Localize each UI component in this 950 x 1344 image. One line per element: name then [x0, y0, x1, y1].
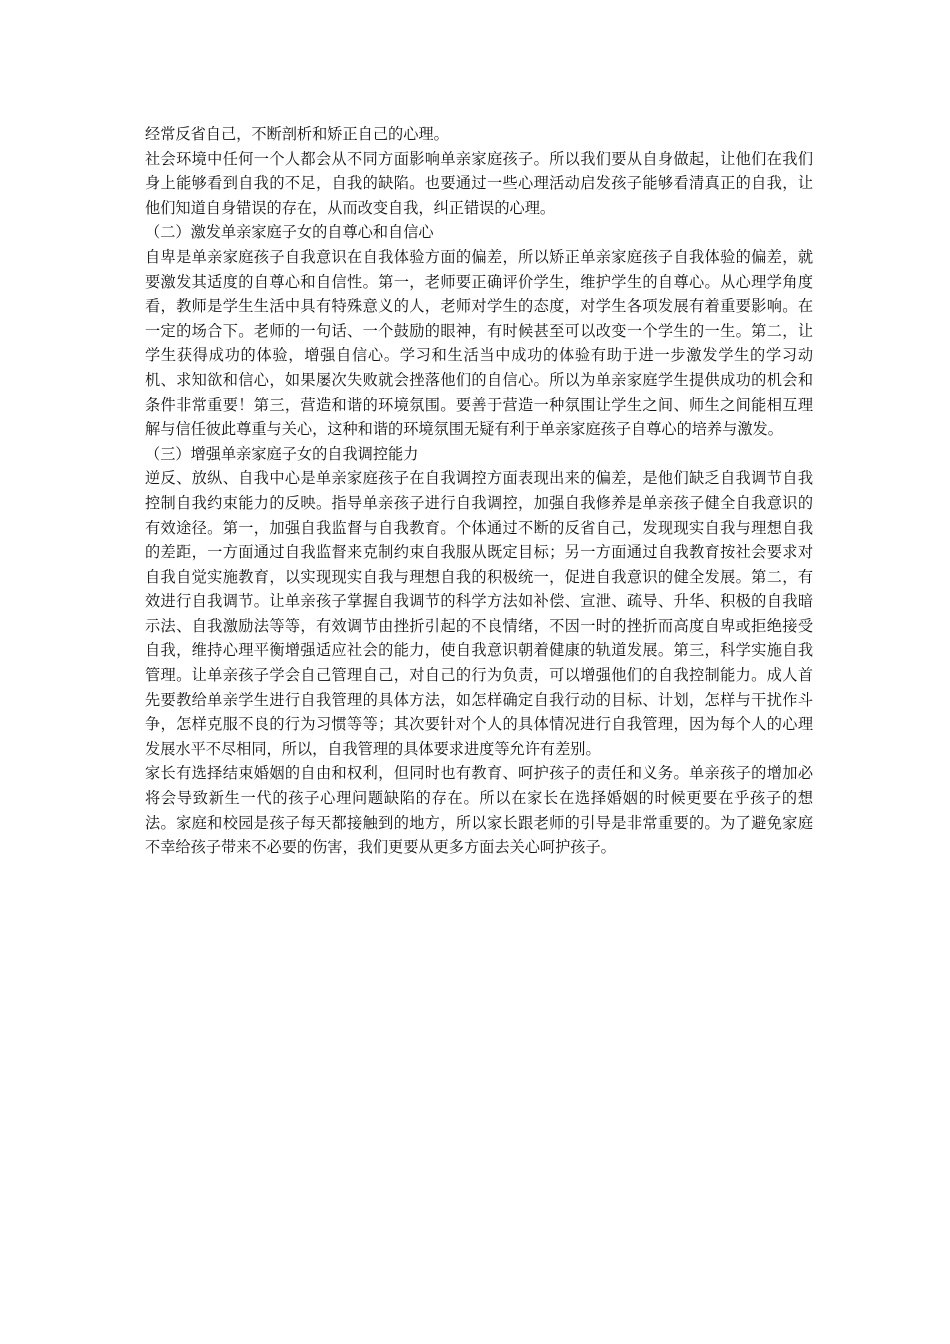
paragraph-2: 社会环境中任何一个人都会从不同方面影响单亲家庭孩子。所以我们要从自身做起，让他们在我们身上能够看到自我的不足，自我的缺陷。也要通过一些心理活动启发孩子能够看清真正的自我，让他们知道自身错误的存在，从而改变自我，纠正错误的心理。: [145, 149, 813, 217]
paragraph-4: 逆反、放纵、自我中心是单亲家庭孩子在自我调控方面表现出来的偏差，是他们缺乏自我调节自我控制自我约束能力的反映。指导单亲孩子进行自我调控，加强自我修养是单亲孩子健全自我意识的有效途径。第一，加强自我监督与自我教育。个体通过不断的反省自己，发现现实自我与理想自我的差距，一方面通过自我监督来克制约束自我服从既定目标；另一方面通过自我教育按社会要求对自我自觉实施教育，以实现现实自我与理想自我的积极统一，促进自我意识的健全发展。第二，有效进行自我调节。让单亲孩子掌握自我调节的科学方法如补偿、宣泄、疏导、升华、积极的自我暗示法、自我激励法等等，有效调节由挫折引起的不良情绪，不因一时的挫折而高度自卑或拒绝接受自我，维持心理平衡增强适应社会的能力，使自我意识朝着健康的轨道发展。第三，科学实施自我管理。让单亲孩子学会自己管理自己，对自己的行为负责，可以增强他们的自我控制能力。成人首先要教给单亲学生进行自我管理的具体方法，如怎样确定自我行动的目标、计划，怎样与干扰作斗争，怎样克服不良的行为习惯等等；其次要针对个人的具体情况进行自我管理，因为每个人的心理发展水平不尽相同，所以，自我管理的具体要求进度等允许有差别。: [145, 469, 813, 758]
section-heading-3: （三）增强单亲家庭子女的自我调控能力: [145, 444, 419, 463]
paragraph-1: 经常反省自己，不断剖析和矫正自己的心理。: [145, 125, 449, 143]
document-body: [145, 122, 813, 860]
section-heading-2: （二）激发单亲家庭子女的自尊心和自信心: [145, 223, 434, 242]
paragraph-3: 自卑是单亲家庭孩子自我意识在自我体验方面的偏差，所以矫正单亲家庭孩子自我体验的偏差，就要激发其适度的自尊心和自信性。第一，老师要正确评价学生，维护学生的自尊心。从心理学角度看，教师是学生生活中具有特殊意义的人，老师对学生的态度，对学生各项发展有着重要影响。在一定的场合下。老师的一句话、一个鼓励的眼神，有时候甚至可以改变一个学生的一生。第二，让学生获得成功的体验，增强自信心。学习和生活当中成功的体验有助于进一步激发学生的学习动机、求知欲和信心，如果屡次失败就会挫落他们的自信心。所以为单亲家庭学生提供成功的机会和条件非常重要！第三，营造和谐的环境氛围。要善于营造一种氛围让学生之间、师生之间能相互理解与信任彼此尊重与关心，这种和谐的环境氛围无疑有利于单亲家庭孩子自尊心的培养与激发。: [145, 247, 813, 439]
paragraph-5: 家长有选择结束婚姻的自由和权利，但同时也有教育、呵护孩子的责任和义务。单亲孩子的增加必将会导致新生一代的孩子心理问题缺陷的存在。所以在家长在选择婚姻的时候更要在乎孩子的想法。家庭和校园是孩子每天都接触到的地方，所以家长跟老师的引导是非常重要的。为了避免家庭不幸给孩子带来不必要的伤害，我们更要从更多方面去关心呵护孩子。: [145, 764, 813, 857]
